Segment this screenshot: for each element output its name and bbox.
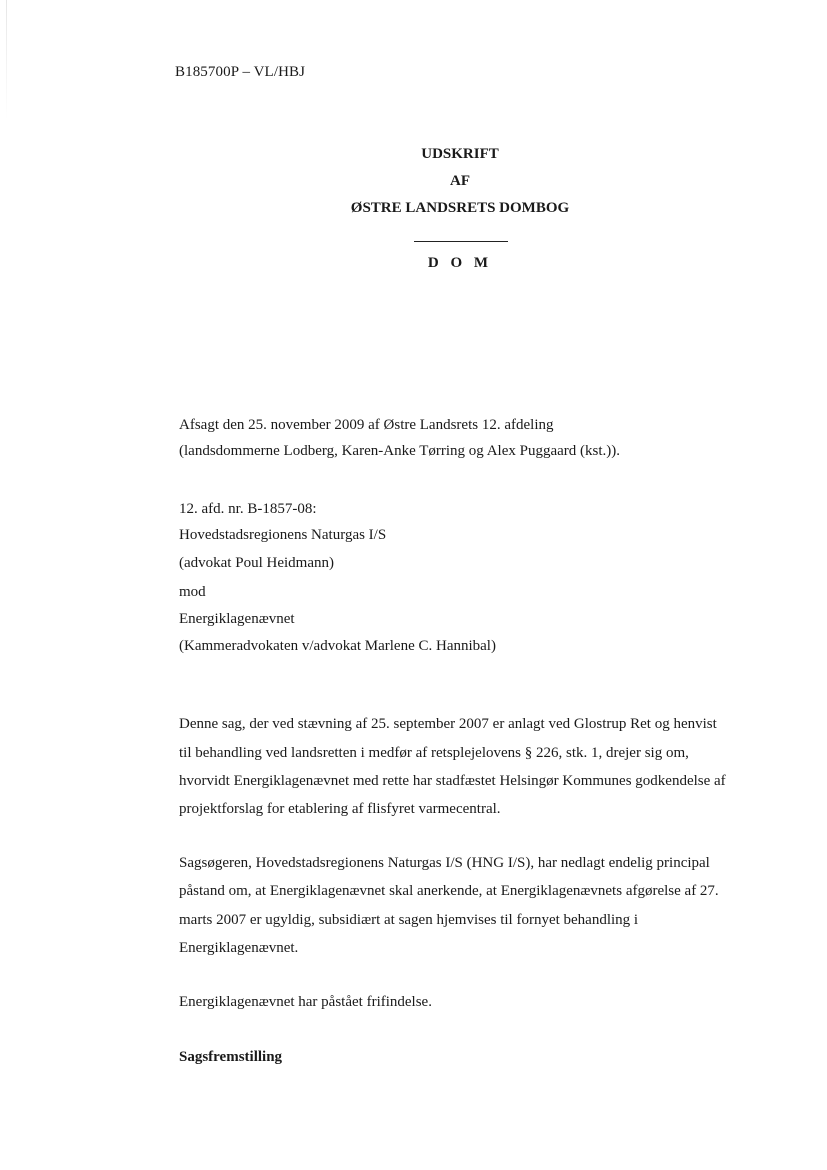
header-court-name: ØSTRE LANDSRETS DOMBOG: [350, 200, 570, 216]
section-heading: Sagsfremstilling: [179, 1049, 283, 1065]
scan-edge: [6, 0, 7, 120]
header-udskrift: UDSKRIFT: [421, 146, 499, 162]
plaintiff-counsel: (advokat Poul Heidmann): [179, 555, 334, 571]
header-af: AF: [450, 173, 470, 189]
ruling-line-1: Afsagt den 25. november 2009 af Østre Landsrets 12. afdeling: [179, 417, 554, 433]
case-reference: B185700P – VL/HBJ: [175, 64, 306, 80]
paragraph-3: Energiklagenævnet har påstået frifindelse.: [179, 994, 432, 1010]
paragraph-1-line-1: Denne sag, der ved stævning af 25. september 2007 er anlagt ved Glostrup Ret og henvist: [179, 716, 717, 732]
paragraph-2-line-2: påstand om, at Energiklagenævnet skal anerkende, at Energiklagenævnets afgørelse af 27.: [179, 883, 719, 899]
versus-label: mod: [179, 584, 206, 600]
paragraph-2-line-3: marts 2007 er ugyldig, subsidiært at sagen hjemvises til fornyet behandling i: [179, 912, 639, 928]
header-divider: [414, 241, 508, 242]
case-number: 12. afd. nr. B-1857-08:: [179, 501, 317, 517]
plaintiff-name: Hovedstadsregionens Naturgas I/S: [179, 527, 387, 543]
paragraph-1-line-4: projektforslag for etablering af flisfyret varmecentral.: [179, 801, 501, 817]
document-title: D O M: [427, 255, 493, 271]
paragraph-2-line-1: Sagsøgeren, Hovedstadsregionens Naturgas I/S (HNG I/S), har nedlagt endelig principal: [179, 855, 710, 871]
defendant-counsel: (Kammeradvokaten v/advokat Marlene C. Hannibal): [179, 638, 496, 654]
paragraph-1-line-2: til behandling ved landsretten i medfør af retsplejelovens § 226, stk. 1, drejer sig om,: [179, 745, 689, 761]
defendant-name: Energiklagenævnet: [179, 611, 295, 627]
ruling-line-2: (landsdommerne Lodberg, Karen-Anke Tørring og Alex Puggaard (kst.)).: [179, 443, 620, 459]
paragraph-1-line-3: hvorvidt Energiklagenævnet med rette har stadfæstet Helsingør Kommunes godkendelse af: [179, 773, 726, 789]
paragraph-2-line-4: Energiklagenævnet.: [179, 940, 299, 956]
